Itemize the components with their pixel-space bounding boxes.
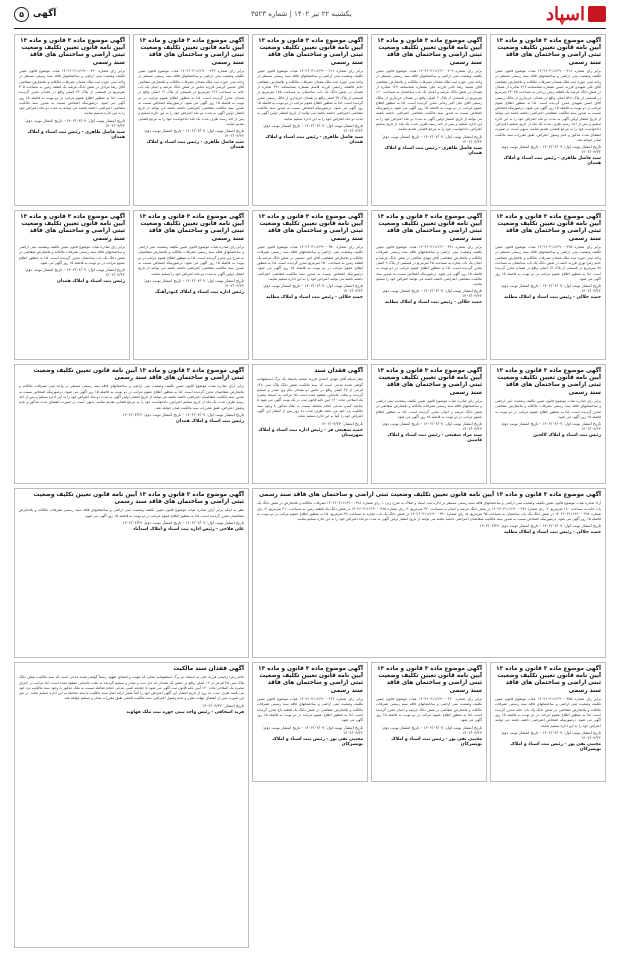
notice-signer: حمید شفیعی فر - رئیس اداره ثبت اسناد و املاک شهرستان <box>258 427 363 438</box>
legal-notice-a13 <box>252 364 368 484</box>
notice-signer: مجتبی نقی پور - رئیس ثبت اسناد و املاک تویسرکان <box>391 736 482 747</box>
legal-notice-a6 <box>490 210 606 360</box>
notice-title: آگهی فقدان سند مالکیت <box>173 666 244 672</box>
legal-notice-a14 <box>14 364 249 484</box>
notice-signer: حمید جلالی - رئیس ثبت اسناد و املاک مطلبه <box>504 530 601 536</box>
notice-signer: مجتبی نقی پور - رئیس ثبت اسناد و املاک تویسرکان <box>510 741 601 752</box>
notice-title: آگهی موضوع ماده ۳ قانون و ماده ۱۳ آیین نامه قانون تعیین تکلیف وضعیت ثبتی اراضی و ساختمان های فاقد سند رسمی <box>496 368 601 396</box>
notice-body: برابر رای شماره ۱۴۰۲۶۰۳۱۱۶۶۹۰۰۰۴۳۵ هیات موضوع قانون تعیین تکلیف وضعیت ثبتی اراضی و ساختمانهای فاقد سند رسمی مستقر در واحد ثبتی حوزه ثبت ملک همدان تصرفات مالکانه و بلامعارض متقاضی خانم زهرا نوری فرزند احمد در شش دانگ یک باب ساختمان به مساحت ۹۸ مترمربع در قسمتی از پلاک ۱۷ اصلی واقع در همدان محرز گردیده است. لذا به منظور اطلاع عموم مراتب در دو نوبت به فاصله ۱۵ روز آگهی می شود. <box>495 244 601 281</box>
notice-title: آگهی موضوع ماده ۳ قانون و ماده ۱۳ آیین نامه قانون تعیین تکلیف وضعیت ثبتی اراضی و ساختمان های فاقد سند رسمی <box>139 38 244 66</box>
notice-body: برابر رای شماره ۱۴۰۲۶۰۳۱۱۶۶۹۰۰۰۴۶۲ هیات موضوع قانون تعیین تکلیف وضعیت ثبتی اراضی و ساختمانهای فاقد سند رسمی تصرفات مالکانه و بلامعارض متقاضی در شش دانگ یک قطعه باغ محرز گردیده است. لذا به منظور اطلاع عموم مراتب در دو نوبت به فاصله ۱۵ روز آگهی می شود. <box>257 696 363 723</box>
notice-body: خانم زهرا رحیمی فرزند علی به استناد دو برگ استشهادیه محلی که هویت و امضای شهود رسماً گواهی شده مدعی است که سند مالکیت شش دانگ پلاک ثبتی ۴۵ فرعی از ۱۲ اصلی واقع در بخش یک همدان که ذیل ثبت و صادر و تسلیم گردیده به علت جابجایی مفقود شده است. لذا مراتب در اجرای تبصره یک اصلاحی ماده ۱۲۰ آیین نامه قانون ثبت آگهی می شود تا چنانچه کسی مدعی انجام معامله نسبت به ملک مذکور یا وجود سند مالکیت نزد خود می باشد ظرف مدت ده روز از تاریخ انتشار این آگهی اعتراض خود را کتباً ضمن ارائه اصل سند مالکیت یا سند معامله به این اداره تسلیم نماید. در غیر این صورت پس از انقضای مهلت مقرر و عدم وصول اعتراض، سند مالکیت المثنی طبق مقررات صادر و تسلیم خواهد شد. <box>19 675 244 701</box>
legal-notice-a4 <box>133 34 249 206</box>
notice-title: آگهی موضوع ماده ۳ قانون و ماده ۱۳ آیین نامه قانون تعیین تکلیف وضعیت ثبتی اراضی و ساختمان های فاقد سند رسمی <box>33 492 244 506</box>
notice-dates: تاریخ انتشار نوبت اول: ۱۴۰۲/۰۴/۰۷ - تاریخ انتشار نوبت دوم: ۱۴۰۲/۰۴/۲۲ <box>262 123 363 134</box>
notice-signer: مجتبی نقی پور - رئیس ثبت اسناد و املاک تویسرکان <box>272 736 363 747</box>
notice-body: برابر رای صادره هیات موضوع قانون تعیین تکلیف وضعیت ثبتی اراضی و ساختمانهای فاقد سند رسمی تصرفات مالکانه و بلامعارض متقاضیان به شرح زیر محرز گردیده است. لذا به منظور اطلاع عموم مراتب در دو نوبت به فاصله ۱۵ روز آگهی می شود. درصورتیکه اشخاص نسبت به صدور سند مالکیت متقاضی اعتراضی داشته باشند می توانند از تاریخ انتشار اولین آگهی به مدت دو ماه اعتراض خود را تسلیم نمایند. <box>138 244 244 276</box>
notice-title: آگهی موضوع ماده ۳ قانون و ماده ۱۳ آیین نامه قانون تعیین تکلیف وضعیت ثبتی اراضی و ساختمان های فاقد سند رسمی <box>377 666 482 694</box>
notice-title: آگهی موضوع ماده ۳ قانون و ماده ۱۳ آیین نامه قانون تعیین تکلیف وضعیت ثبتی اراضی و ساختمان های فاقد سند رسمی <box>496 666 601 694</box>
notice-title: آگهی موضوع ماده ۳ قانون و ماده ۱۳ آیین نامه قانون تعیین تکلیف وضعیت ثبتی اراضی و ساختمان های فاقد سند رسمی <box>258 492 601 498</box>
legal-notice-a7 <box>371 210 487 360</box>
legal-notice-a17 <box>490 662 606 782</box>
notice-signer: سید مراد شفیعی - رئیس ثبت اسناد و املاک فامنین <box>387 433 482 444</box>
notice-body: برابر رای شماره ۱۴۰۲۶۰۳۱۱۶۶۹۰۰۰۴۴۱ هیات موضوع قانون تعیین تکلیف وضعیت ثبتی اراضی و ساختمانهای فاقد سند رسمی تصرفات مالکانه و بلامعارض متقاضی آقای مهدی صالحی در شش دانگ عرصه و اعیان یک باب مغازه به مساحت ۴۵ مترمربع در قسمتی از پلاک ۹ اصلی محرز گردیده است. لذا به منظور اطلاع عموم مراتب در دو نوبت به فاصله ۱۵ روز آگهی می شود. درصورتیکه اشخاص نسبت به صدور سند مالکیت متقاضی اعتراضی داشته باشند می توانند اعتراض خود را تسلیم نمایند. <box>376 244 483 287</box>
notice-body: برابر رای صادره هیات موضوع قانون تعیین تکلیف وضعیت ثبتی اراضی و ساختمانهای فاقد سند رسمی تصرفات مالکانه و بلامعارض متقاضی در شش دانگ یک باب ساختمان محرز گردیده است. لذا به منظور اطلاع عموم مراتب در دو نوبت به فاصله ۱۵ روز آگهی می شود. <box>19 244 125 265</box>
notice-dates: تاریخ انتشار نوبت اول: ۱۴۰۲/۰۴/۰۷ - تاریخ انتشار نوبت دوم: ۱۴۰۲/۰۴/۲۲ <box>381 133 482 144</box>
legal-notice-a19 <box>252 662 368 782</box>
notice-signer: رئیس ثبت اسناد و املاک همدان <box>57 279 125 285</box>
notice-signer: سید فاضل طاهری - رئیس ثبت اسناد و املاک همدان <box>265 135 363 146</box>
ads-grid <box>14 34 606 948</box>
masthead-logo <box>546 4 606 25</box>
notice-body: آراء صادره هیات موضوع قانون تعیین تکلیف وضعیت ثبتی اراضی و ساختمانهای فاقد سند رسمی مستقر در اداره ثبت اسناد و املاک به شرح زیر: ۱- رای شماره ۱۴۰۲۶۰۳۱۱۶۶۹۰۰۰۳۸۱ تصرفات مالکانه و بلامعارض در شش دانگ یک باب خانه به مساحت ۱۸۰ مترمربع. ۲- رای شماره ۱۴۰۲۶۰۳۱۱۶۶۹۰۰۰۳۸۲ در شش دانگ عرصه و اعیان به مساحت ۲۲۰ مترمربع. ۳- رای شماره ۱۴۰۲۶۰۳۱۱۶۶۹۰۰۰۳۸۵ در شش دانگ یک قطعه زمین به مساحت ۴۱۰ مترمربع. ۴- رای شماره ۱۴۰۲۶۰۳۱۱۶۶۹۰۰۰۳۸۷ در شش دانگ یک باب ساختمان به مساحت ۹۵ مترمربع. ۵- رای شماره ۱۴۰۲۶۰۳۱۱۶۶۹۰۰۰۳۹۰ در شش دانگ یک باب مغازه به مساحت ۳۸ مترمربع. لذا به منظور اطلاع عموم مراتب در دو نوبت به فاصله ۱۵ روز آگهی می شود. درصورتیکه اشخاص نسبت به صدور سند مالکیت متقاضیان اعتراضی داشته باشند می توانند از تاریخ انتشار اولین آگهی به مدت دو ماه اعتراض خود را به این اداره تسلیم نمایند. <box>257 501 602 522</box>
notice-dates: تاریخ انتشار نوبت اول: ۱۴۰۲/۰۴/۰۷ - تاریخ انتشار نوبت دوم: ۱۴۰۲/۰۴/۲۲ <box>500 729 601 740</box>
notice-dates: تاریخ انتشار نوبت اول: ۱۴۰۲/۰۴/۰۷ - تاریخ انتشار نوبت دوم: ۱۴۰۲/۰۴/۲۲ <box>479 523 601 529</box>
notice-title: آگهی موضوع ماده ۳ قانون و ماده ۱۳ آیین نامه قانون تعیین تکلیف وضعیت ثبتی اراضی و ساختمان های فاقد سند رسمی <box>258 214 363 242</box>
legal-notice-a18 <box>371 662 487 782</box>
notice-dates: تاریخ انتشار نوبت اول: ۱۴۰۲/۰۴/۰۷ - تاریخ انتشار نوبت دوم: ۱۴۰۲/۰۴/۲۲ <box>500 283 601 294</box>
notice-body: برابر رای شماره ۱۴۰۲۶۰۳۱۱۶۶۹۰۰۰۴۳۰ هیات موضوع قانون تعیین تکلیف وضعیت ثبتی اراضی و ساختمانهای فاقد سند رسمی مستقر در واحد ثبتی حوزه ثبت ملک همدان تصرفات مالکانه و بلامعارض متقاضی آقای رضا مرادی در شش دانگ عرصه یک قطعه زمین به مساحت ۳۰۵ مترمربع در قسمتی از پلاک ۴۲ اصلی واقع در همدان محرز گردیده است. لذا به منظور اطلاع عموم مراتب در دو نوبت به فاصله ۱۵ روز آگهی می شود. درصورتیکه اشخاص نسبت به صدور سند مالکیت متقاضی اعتراضی داشته باشند می توانند به مدت دو ماه اعتراض خود را به این اداره تسلیم نمایند. <box>19 68 125 116</box>
notice-body: برابر رای صادره هیات موضوع قانون تعیین تکلیف وضعیت ثبتی اراضی و ساختمانهای فاقد سند رسمی تصرفات مالکانه و بلامعارض متقاضی در شش دانگ عرصه و اعیان محرز گردیده است. لذا به منظور اطلاع عموم مراتب در دو نوبت به فاصله ۱۵ روز آگهی می شود. <box>376 398 482 419</box>
legal-notice-a2 <box>371 34 487 206</box>
notice-title: آگهی موضوع ماده ۳ قانون و ماده ۱۳ آیین نامه قانون تعیین تکلیف وضعیت ثبتی اراضی و ساختمان های فاقد سند رسمی <box>33 368 244 382</box>
notice-dates: تاریخ انتشار نوبت اول: ۱۴۰۲/۰۴/۰۷ - تاریخ انتشار نوبت دوم: ۱۴۰۲/۰۴/۲۲ <box>381 724 482 735</box>
notice-body: برابر آرای صادره هیات موضوع قانون تعیین تکلیف وضعیت ثبتی اراضی و ساختمانهای فاقد سند رسمی مستقر در واحد ثبتی تصرفات مالکانه و بلامعارض متقاضیان محرز گردیده است. لذا به منظور اطلاع عموم مراتب در دو نوبت به فاصله ۱۵ روز آگهی می شود. درصورتیکه اشخاص نسبت به صدور سند مالکیت متقاضیان اعتراضی داشته باشند می توانند از تاریخ انتشار اولین آگهی به مدت دو ماه اعتراض خود را به این اداره تسلیم و پس از اخذ رسید ظرف مدت یک ماه از تاریخ تسلیم اعتراض، دادخواست خود را به مرجع قضایی تقدیم نمایند. بدیهی است در صورت انقضای مدت مذکور و عدم وصول اعتراض، طبق مقررات سند مالکیت صادر خواهد شد. <box>19 384 244 410</box>
notice-signer: سید فاضل طاهری - رئیس ثبت اسناد و املاک همدان <box>384 145 482 156</box>
notice-signer: حمید جلالی - رئیس ثبت اسناد و املاک مطلبه <box>504 295 601 301</box>
legal-notice-a10 <box>14 210 130 360</box>
notice-title: آگهی موضوع ماده ۳ قانون و ماده ۱۳ آیین نامه قانون تعیین تکلیف وضعیت ثبتی اراضی و ساختمان های فاقد سند رسمی <box>377 214 482 242</box>
notice-title: آگهی موضوع ماده ۳ قانون و ماده ۱۳ آیین نامه قانون تعیین تکلیف وضعیت ثبتی اراضی و ساختمان های فاقد سند رسمی <box>139 214 244 242</box>
page-number: ۵ <box>14 7 29 22</box>
notice-dates: تاریخ انتشار نوبت اول: ۱۴۰۲/۰۴/۰۷ - تاریخ انتشار نوبت دوم: ۱۴۰۲/۰۴/۲۲ <box>143 128 244 139</box>
notice-body: برابر رای شماره ۱۴۰۲۶۰۳۱۱۶۶۹۰۰۰۴۲۳ هیات موضوع قانون تعیین تکلیف وضعیت ثبتی اراضی و ساختمانهای فاقد سند رسمی مستقر در واحد ثبتی حوزه ثبت ملک همدان تصرفات مالکانه و بلامعارض متقاضی آقای حسین کریمی فرزند عباس در شش دانگ عرصه و اعیان یک باب خانه به مساحت ۲۱۲ مترمربع در قسمتی از پلاک ۱۲ اصلی واقع در همدان محرز گردیده است. لذا به منظور اطلاع عموم مراتب در دو نوبت به فاصله ۱۵ روز آگهی می شود. درصورتیکه اشخاص نسبت به صدور سند مالکیت متقاضی اعتراضی داشته باشند می توانند از تاریخ انتشار اولین آگهی به مدت دو ماه اعتراض خود را به این اداره تسلیم و پس از اخذ رسید ظرف مدت یک ماه دادخواست خود را به مرجع قضایی تقدیم نمایند. <box>138 68 244 127</box>
notice-signer: حمید جلالی - رئیس ثبت اسناد و املاک مطلبه <box>385 300 482 306</box>
notice-title: آگهی موضوع ماده ۳ قانون و ماده ۱۳ آیین نامه قانون تعیین تکلیف وضعیت ثبتی اراضی و ساختمان های فاقد سند رسمی <box>258 38 363 66</box>
legal-notice-a15 <box>252 488 606 658</box>
legal-notice-a5 <box>14 34 130 206</box>
notice-signer: سید فاضل طاهری - رئیس ثبت اسناد و املاک همدان <box>146 140 244 151</box>
notice-body: برابر رای شماره ۱۴۰۲۶۰۳۱۱۶۶۹۰۰۰۴۰۹ هیات موضوع قانون تعیین تکلیف وضعیت ثبتی اراضی و ساختمانهای فاقد سند رسمی مستقر در واحد ثبتی حوزه ثبت ملک همدان تصرفات مالکانه و بلامعارض متقاضی آقای محمد رضا خانی فرزند علی بشماره شناسنامه ۱۲۷ صادره از همدان در شش دانگ عرصه و اعیان یک باب ساختمان به مساحت ۱۱۰ مترمربع در قسمتی از پلاک ۲ اصلی واقع در همدان خریداری از مالک رسمی آقای علی اکبر زمانی محرز گردیده است. لذا به منظور اطلاع عموم مراتب در دو نوبت به فاصله ۱۵ روز آگهی می شود. درصورتیکه اشخاص نسبت به صدور سند مالکیت متقاضی اعتراضی داشته باشند می توانند از تاریخ انتشار اولین آگهی به مدت دو ماه اعتراض خود را به این اداره تسلیم و پس از اخذ رسید ظرف مدت یک ماه از تاریخ تسلیم اعتراض، دادخواست خود را به مرجع قضایی تقدیم نمایند. <box>376 68 482 132</box>
notice-body: برابر رای شماره ۱۴۰۲۶۰۳۱۱۶۶۹۰۰۰۴۶۰ هیات موضوع قانون تعیین تکلیف وضعیت ثبتی اراضی و ساختمانهای فاقد سند رسمی تصرفات مالکانه و بلامعارض متقاضی در شش دانگ عرصه و اعیان محرز گردیده است. لذا به منظور اطلاع عموم مراتب در دو نوبت به فاصله ۱۵ روز آگهی می شود. <box>376 696 482 723</box>
legal-notice-a9 <box>133 210 249 360</box>
notice-title: آگهی موضوع ماده ۳ قانون و ماده ۱۳ آیین نامه قانون تعیین تکلیف وضعیت ثبتی اراضی و ساختمان های فاقد سند رسمی <box>377 368 482 396</box>
notice-signer: سید فاضل طاهری - رئیس ثبت اسناد و املاک همدان <box>503 156 601 167</box>
legal-notice-a1 <box>490 34 606 206</box>
notice-dates: تاریخ انتشار نوبت اول: ۱۴۰۲/۰۴/۰۷ - تاریخ انتشار نوبت دوم: ۱۴۰۲/۰۴/۲۲ <box>500 421 601 432</box>
notice-dates: تاریخ انتشار نوبت اول: ۱۴۰۲/۰۴/۰۷ - تاریخ انتشار نوبت دوم: ۱۴۰۲/۰۴/۲۲ <box>122 520 244 526</box>
logo-text: اسپاد <box>545 3 585 25</box>
notice-dates: تاریخ انتشار نوبت اول: ۱۴۰۲/۰۴/۰۷ - تاریخ انتشار نوبت دوم: ۱۴۰۲/۰۴/۲۲ <box>122 412 244 418</box>
legal-notice-a11 <box>490 364 606 484</box>
notice-title: آگهی موضوع ماده ۳ قانون و ماده ۱۳ آیین نامه قانون تعیین تکلیف وضعیت ثبتی اراضی و ساختمان های فاقد سند رسمی <box>20 214 125 242</box>
section-title: آگهی <box>33 9 57 19</box>
notice-body: برابر رای صادره هیات موضوع قانون تعیین تکلیف وضعیت ثبتی اراضی و ساختمانهای فاقد سند رسمی تصرفات مالکانه و بلامعارض متقاضی محرز گردیده است. لذا به منظور اطلاع عموم مراتب در دو نوبت به فاصله ۱۵ روز آگهی می شود. <box>495 398 601 419</box>
section-label <box>14 7 56 22</box>
notice-dates: تاریخ انتشار نوبت اول: ۱۴۰۲/۰۴/۰۷ - تاریخ انتشار نوبت دوم: ۱۴۰۲/۰۴/۲۲ <box>500 144 601 155</box>
notice-body: نظر باینکه آقای مهدی احمدی فرزند محمد باستناد یک برگ استشهادیه گواهی شده مدعی است که سند مالکیت شش دانگ پلاک ثبتی ۱۲۸ فرعی از ۴۸ اصلی واقع در بخش دو همدان بنام وی صادر و تسلیم گردیده و بعلت جابجایی مفقود شده است لذا مراتب به استناد تبصره یک اصلاحی ماده ۱۲۰ آیین نامه قانون ثبت در یک نوبت آگهی می شود تا چنانچه کسی مدعی انجام معامله نسبت به ملک مذکور یا وجود سند مالکیت نزد خود می باشد ظرف مدت ده روز پس از انتشار این آگهی اعتراض خود را کتباً به این اداره تسلیم نماید. <box>257 377 364 419</box>
notice-title: آگهی موضوع ماده ۳ قانون و ماده ۱۳ آیین نامه قانون تعیین تکلیف وضعیت ثبتی اراضی و ساختمان های فاقد سند رسمی <box>258 666 363 694</box>
notice-signer: علی فلاحی - رئیس اداره ثبت اسناد و املاک اسدآباد <box>133 527 244 533</box>
legal-notice-a16 <box>14 488 249 658</box>
notice-signer: حمید جلالی - رئیس ثبت اسناد و املاک مطلبه <box>266 295 363 301</box>
notice-dates: تاریخ انتشار نوبت اول: ۱۴۰۲/۰۴/۰۷ - تاریخ انتشار نوبت دوم: ۱۴۰۲/۰۴/۲۲ <box>262 283 363 294</box>
notice-body: برابر رای شماره ۱۴۰۲۶۰۳۱۱۶۶۹۰۰۰۴۱۶ هیات موضوع قانون تعیین تکلیف وضعیت ثبتی اراضی و ساختمانهای فاقد سند رسمی مستقر در واحد ثبتی حوزه ثبت ملک همدان تصرفات مالکانه و بلامعارض متقاضی خانم فاطمه رحیمی فرزند قاسم بشماره شناسنامه ۴۴۱ صادره از همدان در شش دانگ یک باب ساختمان به مساحت ۱۸۵ مترمربع در قسمتی از پلاک ۳۷ اصلی واقع در همدان خریداری از مالک رسمی محرز گردیده است. لذا به منظور اطلاع عموم مراتب در دو نوبت به فاصله ۱۵ روز آگهی می شود. درصورتیکه اشخاص نسبت به صدور سند مالکیت متقاضی اعتراضی داشته باشند می توانند از تاریخ انتشار اولین آگهی به مدت دو ماه اعتراض خود را به این اداره تسلیم نمایند. <box>257 68 364 121</box>
issue-meta: یکشنبه ۲۲ تیر ۱۴۰۲ | شماره ۳۵۲۳ <box>250 10 352 18</box>
notice-dates: تاریخ انتشار نوبت اول: ۱۴۰۲/۰۴/۰۷ - تاریخ انتشار نوبت دوم: ۱۴۰۲/۰۴/۲۲ <box>262 724 363 735</box>
legal-notice-a8 <box>252 210 368 360</box>
notice-dates: تاریخ انتشار: ۱۴۰۲/۰۴/۲۲ <box>321 420 363 426</box>
notice-title: آگهی موضوع ماده ۳ قانون و ماده ۱۳ آیین نامه قانون تعیین تکلیف وضعیت ثبتی اراضی و ساختمان های فاقد سند رسمی <box>20 38 125 66</box>
notice-signer: رئیس ثبت اسناد و املاک همدان <box>176 419 244 425</box>
notice-title: آگهی موضوع ماده ۳ قانون و ماده ۱۳ آیین نامه قانون تعیین تکلیف وضعیت ثبتی اراضی و ساختمان های فاقد سند رسمی <box>496 38 601 66</box>
notice-body: نظر به اینکه برابر آرای صادره هیات موضوع قانون تعیین تکلیف وضعیت ثبتی اراضی و ساختمانهای فاقد سند رسمی تصرفات مالکانه و بلامعارض متقاضیان محرز گردیده است. لذا به منظور اطلاع عموم مراتب در دو نوبت به فاصله ۱۵ روز آگهی می شود. <box>19 508 244 518</box>
notice-dates: تاریخ انتشار نوبت اول: ۱۴۰۲/۰۴/۰۷ - تاریخ انتشار نوبت دوم: ۱۴۰۲/۰۴/۲۲ <box>381 288 482 299</box>
notice-dates: تاریخ انتشار: ۱۴۰۲/۰۴/۲۲ <box>202 702 244 708</box>
notice-dates: تاریخ انتشار نوبت اول: ۱۴۰۲/۰۴/۰۷ - تاریخ انتشار نوبت دوم: ۱۴۰۲/۰۴/۲۲ <box>143 277 244 288</box>
notice-title: آگهی فقدان سند <box>314 368 363 374</box>
page-header <box>14 0 606 29</box>
notice-body: برابر رای شماره ۱۴۰۲۶۰۳۱۱۶۶۹۰۰۰۴۵۰ هیات موضوع قانون تعیین تکلیف وضعیت ثبتی اراضی و ساختمانهای فاقد سند رسمی تصرفات مالکانه و بلامعارض متقاضی آقای امیر حسینی در شش دانگ عرصه یک قطعه زمین به مساحت ۲۵۰ مترمربع محرز گردیده است. لذا به منظور اطلاع عموم مراتب در دو نوبت به فاصله ۱۵ روز آگهی می شود. درصورتیکه اشخاص نسبت به صدور سند مالکیت متقاضی اعتراضی داشته باشند می توانند اعتراض خود را به این اداره تسلیم نمایند. <box>257 244 364 281</box>
notice-signer: رئیس اداره ثبت اسناد و املاک کبودرآهنگ <box>155 289 244 295</box>
notice-title: آگهی موضوع ماده ۳ قانون و ماده ۱۳ آیین نامه قانون تعیین تکلیف وضعیت ثبتی اراضی و ساختمان های فاقد سند رسمی <box>496 214 601 242</box>
notice-dates: تاریخ انتشار نوبت اول: ۱۴۰۲/۰۴/۰۷ - تاریخ انتشار نوبت دوم: ۱۴۰۲/۰۴/۲۲ <box>24 267 125 278</box>
notice-body: برابر رای شماره ۱۴۰۲۶۰۳۱۱۶۶۹۰۰۰۴۱۸ هیات موضوع قانون تعیین تکلیف وضعیت ثبتی اراضی و ساختمانهای فاقد سند رسمی مستقر در واحد ثبتی حوزه ثبت ملک همدان تصرفات مالکانه و بلامعارض متقاضی آقای علی شهیدی فرزند حسن بشماره شناسنامه ۷۱۹ صادره از همدان در شش دانگ عرصه یک قطعه زمین زراعی به مساحت ۲۴۰۷۵ مترمربع در قسمتی از پلاک ۵۲۸ اصلی واقع در همدان خریداری از مالک رسمی آقای حسن شهیدی محرز گردیده است. لذا به منظور اطلاع عموم مراتب در دو نوبت به فاصله ۱۵ روز آگهی می شود. درصورتیکه اشخاص نسبت به صدور سند مالکیت متقاضی اعتراضی داشته باشند می توانند از تاریخ انتشار اولین آگهی به مدت دو ماه اعتراض خود را به این اداره تسلیم و پس از اخذ رسید ظرف مدت یک ماه از تاریخ تسلیم اعتراض، دادخواست خود را به مرجع قضایی تقدیم نمایند. بدیهی است در صورت انقضای مدت مذکور و عدم وصول اعتراض، طبق مقررات سند مالکیت صادر خواهد شد. <box>495 68 601 142</box>
notice-signer: فرید اسحاقی - رئیس واحد ثبتی حوزه ثبت ملک قهاوند <box>126 709 244 715</box>
legal-notice-a20 <box>14 662 249 948</box>
notice-body: برابر رای شماره ۱۴۰۲۶۰۳۱۱۶۶۹۰۰۰۴۵۵ هیات موضوع قانون تعیین تکلیف وضعیت ثبتی اراضی و ساختمانهای فاقد سند رسمی تصرفات مالکانه و بلامعارض متقاضی در شش دانگ یک باب خانه محرز گردیده است. لذا به منظور اطلاع عموم مراتب در دو نوبت به فاصله ۱۵ روز آگهی می شود. درصورتیکه اشخاص اعتراضی داشته باشند می توانند اعتراض خود را به این اداره تسلیم نمایند. <box>495 696 601 728</box>
notice-title: آگهی موضوع ماده ۳ قانون و ماده ۱۳ آیین نامه قانون تعیین تکلیف وضعیت ثبتی اراضی و ساختمان های فاقد سند رسمی <box>377 38 482 66</box>
notice-signer: رئیس ثبت اسناد و املاک لالجین <box>532 433 601 439</box>
notice-dates: تاریخ انتشار نوبت اول: ۱۴۰۲/۰۴/۰۷ - تاریخ انتشار نوبت دوم: ۱۴۰۲/۰۴/۲۲ <box>381 421 482 432</box>
notice-dates: تاریخ انتشار نوبت اول: ۱۴۰۲/۰۴/۰۷ - تاریخ انتشار نوبت دوم: ۱۴۰۲/۰۴/۲۲ <box>24 117 125 128</box>
legal-notice-a3 <box>252 34 368 206</box>
legal-notice-a12 <box>371 364 487 484</box>
notice-signer: سید فاضل طاهری - رئیس ثبت اسناد و املاک همدان <box>27 129 125 140</box>
logo-mark-icon <box>588 6 606 22</box>
